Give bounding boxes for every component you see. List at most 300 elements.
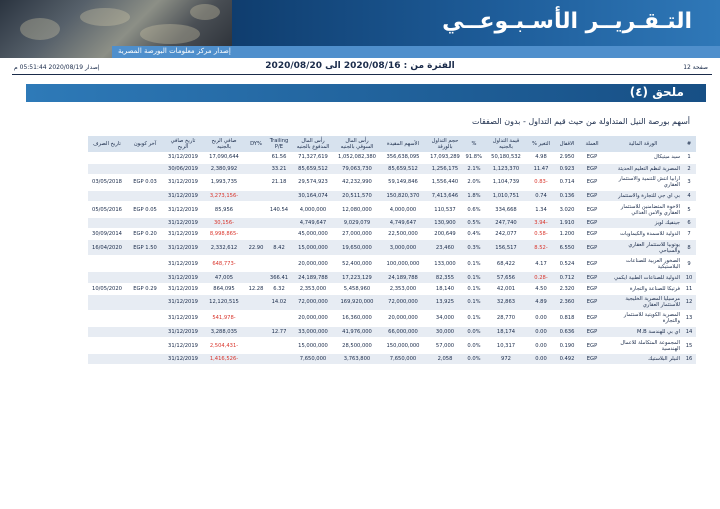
table-cell xyxy=(126,272,164,283)
table-cell: 16,360,000 xyxy=(342,315,372,322)
table-cell: 31/12/2019 xyxy=(164,190,202,201)
table-cell: 1,104,739 xyxy=(492,179,520,186)
table-cell xyxy=(246,310,266,326)
table-cell: 4,749,647 xyxy=(380,218,426,229)
table-cell xyxy=(266,338,292,354)
table-cell: 7,650,000 xyxy=(380,354,426,365)
table-cell xyxy=(88,272,126,283)
table-row xyxy=(88,190,696,201)
table-cell: 0.0% xyxy=(464,326,484,337)
table-cell: 42,232,990 xyxy=(342,179,372,186)
table-cell: 3,763,800 xyxy=(334,354,380,365)
table-cell: 50,180,532 xyxy=(491,154,521,161)
table-cell: 31/12/2019 xyxy=(164,240,202,256)
table-cell: 33.21 xyxy=(266,163,292,174)
table-cell xyxy=(126,152,164,163)
table-cell: 6.32 xyxy=(273,285,285,292)
table-cell: -1,416,526 xyxy=(202,354,246,365)
table-cell: 24,189,788 xyxy=(292,272,334,283)
table-row xyxy=(88,294,696,310)
table-row xyxy=(88,310,696,326)
table-cell: 0.74 xyxy=(528,190,554,201)
report-title: التـقـريــر الأسـبـوعــي xyxy=(442,9,692,34)
table-cell: 200,649 xyxy=(434,231,456,238)
table-cell: 21.18 xyxy=(271,179,287,186)
table-cell: 0.00 xyxy=(535,315,547,322)
table-cell: 1,556,440 xyxy=(431,179,459,186)
column-header: رأس المال السوقي بالجنيه xyxy=(334,136,380,152)
table-cell: 30,000 xyxy=(426,326,464,337)
table-cell xyxy=(88,163,126,174)
table-cell: 4.17 xyxy=(535,260,547,267)
table-cell xyxy=(266,310,292,326)
table-cell: 1,052,082,380 xyxy=(338,154,376,161)
stocks-table xyxy=(88,136,696,365)
table-cell: 972 xyxy=(484,354,528,365)
table-cell: 68,422 xyxy=(496,260,516,267)
table-cell: 85,956 xyxy=(214,206,234,213)
table-cell: -3,273,156 xyxy=(202,190,246,201)
table-cell xyxy=(266,218,292,229)
column-header: # xyxy=(682,136,696,152)
table-row xyxy=(88,229,696,240)
table-cell: 9,029,079 xyxy=(334,218,380,229)
table-cell: 47,005 xyxy=(202,272,246,283)
table-body xyxy=(88,152,696,365)
table-cell: 0.136 xyxy=(554,190,580,201)
table-cell: -0.28 xyxy=(528,272,554,283)
table-cell xyxy=(126,256,164,272)
table-cell: 79,063,730 xyxy=(334,163,380,174)
table-cell xyxy=(246,294,266,310)
table-cell: EGP xyxy=(580,163,604,174)
security-name: المصرية الكويتية للاستثمار والتجارة xyxy=(623,312,680,325)
table-cell: 24,189,788 xyxy=(380,272,426,283)
table-cell xyxy=(88,326,126,337)
table-cell: -3.94 xyxy=(528,218,554,229)
header-divider xyxy=(12,74,712,75)
table-cell: 85,659,512 xyxy=(292,163,334,174)
table-title: أسهم بورصة النيل المتداولة من حيث قيم التداول - بدون الصفقات xyxy=(472,117,690,126)
table-cell: 16 xyxy=(682,354,696,365)
table-row xyxy=(88,326,696,337)
table-cell: 66,000,000 xyxy=(380,326,426,337)
table-cell: EGP xyxy=(586,231,598,238)
table-cell: 0.712 xyxy=(554,272,580,283)
table-cell: 2.320 xyxy=(559,285,575,292)
table-cell: 31/12/2019 xyxy=(168,260,198,267)
table-cell: 31/12/2019 xyxy=(164,218,202,229)
column-header: الأسهم المقيدة xyxy=(380,136,426,152)
security-name: يوتوبيا للاستثمار العقاري والسياحي xyxy=(604,240,682,256)
table-cell: 0.636 xyxy=(554,326,580,337)
table-row xyxy=(88,272,696,283)
table-cell xyxy=(266,256,292,272)
table-cell xyxy=(126,338,164,354)
table-row xyxy=(88,338,696,354)
column-header: الاقفال xyxy=(554,136,580,152)
column-header: آخر كوبون xyxy=(126,136,164,152)
table-cell: 2.1% xyxy=(464,163,484,174)
security-name: اي بي للهندسة M.B xyxy=(604,326,682,337)
table-cell: 2.360 xyxy=(554,294,580,310)
security-name: الصخور العربية للصناعات البلاستيكية xyxy=(625,257,680,270)
table-cell: 16/04/2020 xyxy=(88,240,126,256)
table-cell: EGP xyxy=(586,154,598,161)
table-cell: 5,458,960 xyxy=(343,285,371,292)
table-cell: 10 xyxy=(682,272,696,283)
table-cell: 366.41 xyxy=(266,272,292,283)
table-cell: 0.6% xyxy=(467,206,481,213)
table-cell xyxy=(88,190,126,201)
security-name: النيلر البلاستيك xyxy=(604,354,682,365)
table-cell: 57,000 xyxy=(435,342,455,349)
table-cell: 100,000,000 xyxy=(386,260,420,267)
report-subtitle: إصدار مركز معلومات البورصة المصرية xyxy=(118,47,231,55)
table-cell: 0.1% xyxy=(467,260,481,267)
table-cell xyxy=(246,326,266,337)
table-cell: 0.818 xyxy=(559,315,575,322)
table-cell: 31/12/2019 xyxy=(168,206,198,213)
table-cell: 247,740 xyxy=(484,218,528,229)
table-cell: 6 xyxy=(682,218,696,229)
security-name: بي اي جي للتجارة والاستثمار xyxy=(604,190,682,201)
table-cell: 20,000,000 xyxy=(388,315,418,322)
table-cell: 0.1% xyxy=(467,285,481,292)
table-cell: 42,001 xyxy=(496,285,516,292)
table-cell xyxy=(266,354,292,365)
table-cell: 110,537 xyxy=(434,206,456,213)
table-cell: 18,140 xyxy=(435,285,455,292)
table-cell: 31/12/2019 xyxy=(168,315,198,322)
table-cell: 10/05/2020 xyxy=(92,285,122,292)
table-cell: EGP xyxy=(586,206,598,213)
table-cell: 0.923 xyxy=(554,163,580,174)
column-header: % xyxy=(464,136,484,152)
table-cell: 12.28 xyxy=(248,285,264,292)
table-cell: 169,920,000 xyxy=(334,294,380,310)
column-header: تاريخ صافي الربح xyxy=(164,136,202,152)
column-header: رأس المال المدفوع بالجنيه xyxy=(292,136,334,152)
table-cell xyxy=(88,310,126,326)
table-cell xyxy=(246,229,266,240)
table-cell: 0.1% xyxy=(464,294,484,310)
table-cell: -648,773 xyxy=(212,260,236,267)
table-cell xyxy=(246,256,266,272)
table-cell: 33,000,000 xyxy=(292,326,334,337)
table-cell: 8.42 xyxy=(266,240,292,256)
table-cell: 2 xyxy=(682,163,696,174)
table-cell: 23,460 xyxy=(426,240,464,256)
table-cell: 31/12/2019 xyxy=(168,285,198,292)
table-cell: 31/12/2019 xyxy=(168,231,198,238)
table-cell: 20,000,000 xyxy=(298,315,328,322)
table-cell xyxy=(266,190,292,201)
table-cell: 7,650,000 xyxy=(292,354,334,365)
table-cell: 356,638,095 xyxy=(386,154,420,161)
table-cell: 31/12/2019 xyxy=(164,354,202,365)
security-name: الدولية للاسمدة والكيماويات xyxy=(620,231,680,238)
table-cell: EGP 0.03 xyxy=(133,179,157,186)
table-cell: 0.190 xyxy=(559,342,575,349)
table-cell: EGP xyxy=(586,285,598,292)
table-cell: EGP xyxy=(586,179,598,186)
table-cell: 13 xyxy=(685,315,693,322)
table-cell xyxy=(88,218,126,229)
table-cell: 15,000,000 xyxy=(298,342,328,349)
table-cell: 14 xyxy=(682,326,696,337)
table-cell: 14.02 xyxy=(266,294,292,310)
table-cell: 1,993,735 xyxy=(210,179,238,186)
table-cell: 19,650,000 xyxy=(334,240,380,256)
table-cell: 0.1% xyxy=(464,272,484,283)
security-name: سيد ميتيكال xyxy=(654,154,680,161)
table-cell: 31/12/2019 xyxy=(164,326,202,337)
table-cell: 11.47 xyxy=(528,163,554,174)
table-cell: -2,504,431 xyxy=(209,342,239,349)
table-cell: 1,256,175 xyxy=(426,163,464,174)
table-cell: 31/12/2019 xyxy=(168,342,198,349)
table-cell: 13,925 xyxy=(426,294,464,310)
table-cell xyxy=(266,229,292,240)
table-cell: 0.524 xyxy=(559,260,575,267)
table-cell: 20,000,000 xyxy=(298,260,328,267)
table-cell xyxy=(246,218,266,229)
table-cell: 0.492 xyxy=(554,354,580,365)
table-row xyxy=(88,354,696,365)
table-cell: 59,149,846 xyxy=(388,179,418,186)
table-cell xyxy=(126,294,164,310)
table-row xyxy=(88,218,696,229)
table-cell: 12,120,515 xyxy=(202,294,246,310)
table-cell: 9 xyxy=(687,260,691,267)
table-cell: EGP xyxy=(580,354,604,365)
table-cell: 91.8% xyxy=(465,154,482,161)
table-cell: 3 xyxy=(687,179,691,186)
table-cell: 2,353,000 xyxy=(389,285,417,292)
table-cell: 31/12/2019 xyxy=(164,272,202,283)
table-cell: 15 xyxy=(685,342,693,349)
table-cell: 242,077 xyxy=(495,231,517,238)
table-cell: 0.0% xyxy=(467,342,481,349)
table-cell: EGP xyxy=(586,315,598,322)
table-cell: 45,000,000 xyxy=(298,231,328,238)
column-header: الورقة المالية xyxy=(604,136,682,152)
table-cell: EGP xyxy=(580,326,604,337)
table-cell: 15,000,000 xyxy=(292,240,334,256)
table-cell: 150,000,000 xyxy=(386,342,420,349)
table-cell: 334,668 xyxy=(495,206,517,213)
table-cell: EGP xyxy=(580,190,604,201)
security-name: ارابيا انتش للتنمية والاستثمار العقاري xyxy=(618,176,680,189)
appendix-label: ملحق (٤) xyxy=(629,85,684,99)
table-cell: 17,093,289 xyxy=(430,154,460,161)
table-cell: 3,000,000 xyxy=(380,240,426,256)
table-cell: 4,000,000 xyxy=(299,206,327,213)
table-cell: -30,156 xyxy=(202,218,246,229)
table-cell: -8,998,865 xyxy=(209,231,239,238)
table-cell: 29,574,923 xyxy=(298,179,328,186)
table-cell: 6.550 xyxy=(554,240,580,256)
table-cell xyxy=(246,174,266,190)
table-cell: 11 xyxy=(685,285,693,292)
table-cell: 2,332,612 xyxy=(202,240,246,256)
table-cell: 2,353,000 xyxy=(299,285,327,292)
table-cell: EGP 0.20 xyxy=(133,231,157,238)
table-cell: 12.77 xyxy=(266,326,292,337)
table-cell: 72,000,000 xyxy=(380,294,426,310)
table-row xyxy=(88,256,696,272)
security-name: فرتيكا للصناعة والتجارة xyxy=(629,285,680,292)
table-cell: EGP xyxy=(586,260,598,267)
table-row xyxy=(88,174,696,190)
table-cell: 30/06/2019 xyxy=(164,163,202,174)
table-cell: 2.0% xyxy=(467,179,481,186)
table-cell: 2,058 xyxy=(426,354,464,365)
table-cell: 20,511,570 xyxy=(334,190,380,201)
table-cell: EGP xyxy=(580,218,604,229)
table-cell: 8 xyxy=(682,240,696,256)
table-cell: 150,820,370 xyxy=(380,190,426,201)
table-cell xyxy=(126,163,164,174)
column-header: قيمة التداول بالجنيه xyxy=(484,136,528,152)
table-cell: 85,659,512 xyxy=(380,163,426,174)
table-cell: 82,355 xyxy=(426,272,464,283)
table-row xyxy=(88,202,696,218)
table-cell: EGP xyxy=(580,272,604,283)
security-name: المجموعة المتكاملة للاعمال الهندسية xyxy=(620,339,680,352)
table-cell: 34,000 xyxy=(435,315,455,322)
table-header-row xyxy=(88,136,696,152)
table-cell: 32,863 xyxy=(484,294,528,310)
table-cell: 7,413,646 xyxy=(426,190,464,201)
table-cell: 0.0% xyxy=(464,354,484,365)
table-cell: 30,164,074 xyxy=(292,190,334,201)
title-banner xyxy=(232,0,720,46)
report-period: الفترة من : 2020/08/16 الى 2020/08/20 xyxy=(265,61,455,71)
issue-timestamp: إصدار 2020/08/19 05:51:44 م xyxy=(14,64,100,71)
table-cell: 31/12/2019 xyxy=(168,154,198,161)
table-cell: -0.83 xyxy=(534,179,548,186)
appendix-bar xyxy=(26,84,706,102)
table-cell xyxy=(246,354,266,365)
table-cell: 10,317 xyxy=(496,342,516,349)
table-cell: 0.1% xyxy=(467,315,481,322)
table-cell xyxy=(88,354,126,365)
table-cell: EGP 1.50 xyxy=(126,240,164,256)
table-row xyxy=(88,152,696,163)
table-cell: 22,500,000 xyxy=(388,231,418,238)
table-cell: 18,174 xyxy=(484,326,528,337)
table-row xyxy=(88,240,696,256)
table-cell: 0.3% xyxy=(464,240,484,256)
table-cell: 130,900 xyxy=(426,218,464,229)
table-cell: 4.50 xyxy=(535,285,547,292)
table-cell: 22.90 xyxy=(246,240,266,256)
column-header: تاريخ الصرف xyxy=(88,136,126,152)
table-cell: 0.00 xyxy=(528,326,554,337)
column-header: التغير % xyxy=(528,136,554,152)
security-name: الاخوة المتضامنين للاستثمار العقاري والامن الغذائي xyxy=(620,203,680,216)
table-cell: EGP xyxy=(580,240,604,256)
table-cell: 156,517 xyxy=(484,240,528,256)
table-cell: 61.56 xyxy=(271,154,287,161)
table-cell: 05/05/2016 xyxy=(92,206,122,213)
table-cell: 0.00 xyxy=(535,342,547,349)
column-header: حجم التداول بالورقة xyxy=(426,136,464,152)
table-cell xyxy=(126,326,164,337)
security-name: جينفيك لويز xyxy=(604,218,682,229)
table-cell xyxy=(246,190,266,201)
table-cell xyxy=(88,338,126,354)
table-cell: EGP xyxy=(580,294,604,310)
table-cell: 71,327,619 xyxy=(298,154,328,161)
table-cell xyxy=(88,256,126,272)
table-cell xyxy=(88,152,126,163)
column-header: Trailing P/E xyxy=(266,136,292,152)
table-cell: 30/09/2014 xyxy=(92,231,122,238)
table-row xyxy=(88,283,696,294)
table-cell: 4.89 xyxy=(528,294,554,310)
table-cell: 12 xyxy=(682,294,696,310)
table-cell: 2,380,992 xyxy=(202,163,246,174)
table-cell xyxy=(88,294,126,310)
table-cell: -0.58 xyxy=(534,231,548,238)
table-cell: 5 xyxy=(687,206,691,213)
table-cell: 3.020 xyxy=(559,206,575,213)
table-cell: -541,978 xyxy=(212,315,236,322)
table-cell xyxy=(246,152,266,163)
column-header: العملة xyxy=(580,136,604,152)
security-name: المصرية لنظم التعليم الحديثة xyxy=(604,163,682,174)
table-cell xyxy=(126,190,164,201)
table-cell: 1,010,751 xyxy=(484,190,528,201)
column-header: صافي الربح بالجنيه xyxy=(202,136,246,152)
table-cell: 4,000,000 xyxy=(389,206,417,213)
table-cell xyxy=(246,338,266,354)
table-cell: -8.52 xyxy=(528,240,554,256)
table-cell: EGP xyxy=(586,342,598,349)
table-cell: 0.4% xyxy=(467,231,481,238)
table-cell: 41,976,000 xyxy=(334,326,380,337)
table-cell: 1.910 xyxy=(554,218,580,229)
table-cell: 7 xyxy=(687,231,691,238)
table-cell: 28,500,000 xyxy=(342,342,372,349)
table-cell: 03/05/2018 xyxy=(92,179,122,186)
table-cell: EGP 0.05 xyxy=(133,206,157,213)
table-cell: 57,656 xyxy=(484,272,528,283)
table-cell: 1.200 xyxy=(559,231,575,238)
table-cell: 1,123,370 xyxy=(484,163,528,174)
table-cell: 17,223,129 xyxy=(334,272,380,283)
table-cell: 133,000 xyxy=(434,260,456,267)
table-cell: 31/12/2019 xyxy=(164,294,202,310)
table-cell: 864,095 xyxy=(213,285,235,292)
table-cell: EGP 0.29 xyxy=(133,285,157,292)
table-cell: 0.5% xyxy=(464,218,484,229)
table-cell xyxy=(126,354,164,365)
table-cell xyxy=(246,202,266,218)
table-cell xyxy=(246,163,266,174)
table-cell: 27,000,000 xyxy=(342,231,372,238)
page-number: صفحة 12 xyxy=(683,64,708,71)
table-cell: 1.8% xyxy=(464,190,484,201)
table-row xyxy=(88,163,696,174)
table-cell: 52,400,000 xyxy=(342,260,372,267)
table-cell: 1 xyxy=(687,154,691,161)
table-cell: 0.00 xyxy=(528,354,554,365)
table-cell: 3,288,035 xyxy=(202,326,246,337)
